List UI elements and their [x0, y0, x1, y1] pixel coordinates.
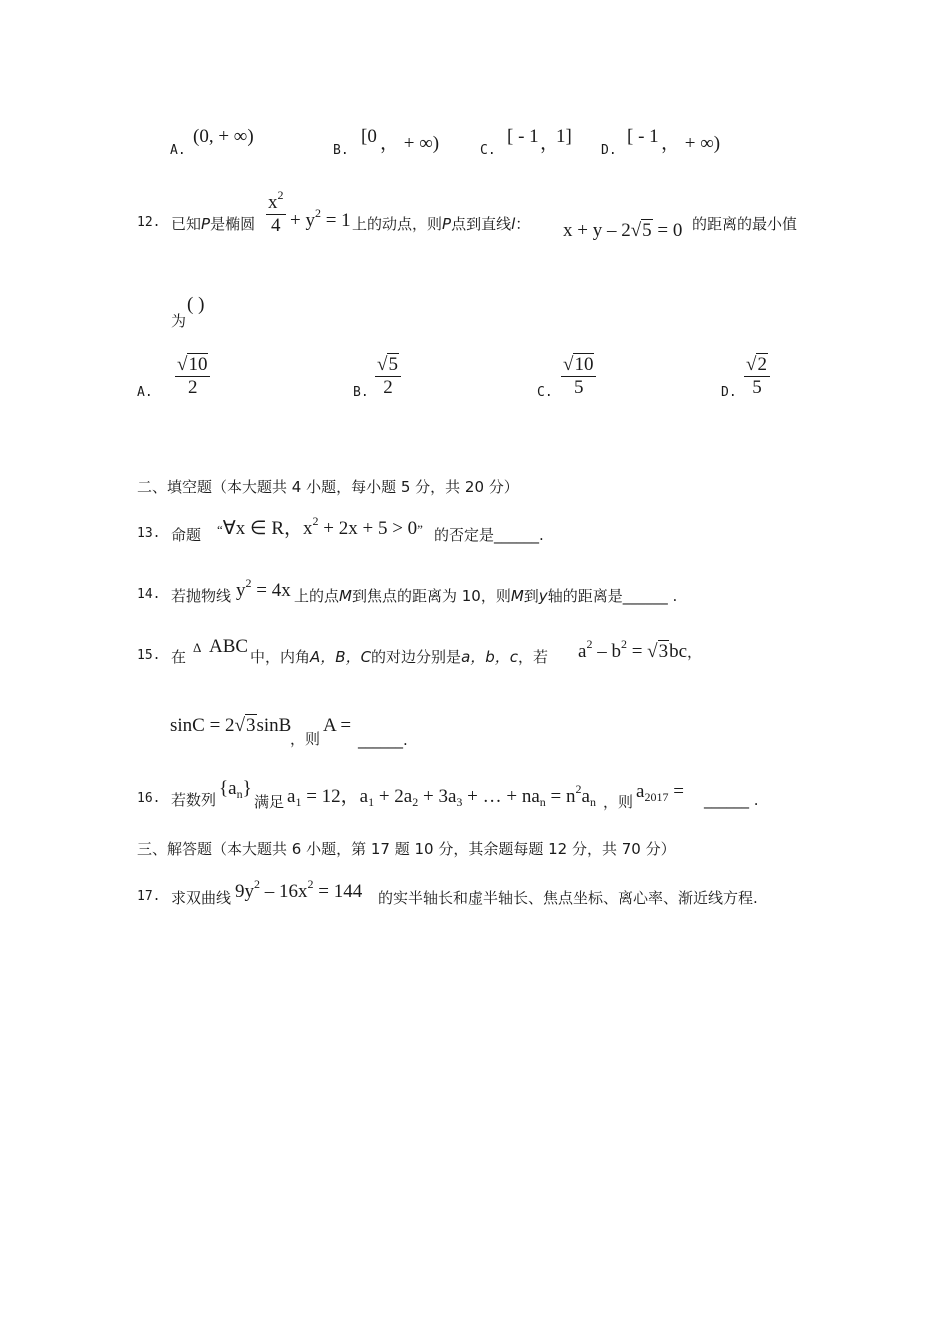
q16-sum-sub-1: 1 — [368, 795, 375, 809]
q14-end: . — [672, 587, 678, 605]
q15-text-1: 在 — [171, 648, 187, 666]
q17-hyperbola — [235, 877, 362, 903]
q16-math-sum-6: a — [581, 786, 590, 807]
q12-stem-line1 — [171, 213, 255, 234]
q14-math-y: y — [236, 580, 246, 601]
q16-sum-sub-3: 3 — [456, 795, 463, 809]
q15-vars-lower: a，b，c — [461, 648, 519, 666]
q15-text-3: 的对边分别是 — [371, 648, 462, 666]
q12-option-a-num: 10 — [188, 354, 208, 375]
q15-line2-math-3: A = — [323, 715, 352, 736]
q15-math-a: a — [578, 641, 587, 662]
section-2-heading: 二、填空题（本大题共 4 小题，每小题 5 分，共 20 分） — [137, 478, 519, 496]
q12-text-5: ： — [515, 215, 531, 233]
q15-comma: ， — [687, 643, 703, 661]
q12-ellipse-fraction — [266, 188, 286, 237]
q15-line2-math-2: sinB — [256, 715, 292, 736]
q16-seq: {a — [219, 778, 237, 799]
q14-var-m: M — [339, 587, 352, 605]
q13-text-1: 命题 — [171, 526, 202, 544]
q14-tail — [294, 585, 677, 606]
q15-line2-math: sinC = 2√3sinB — [170, 715, 292, 736]
q11-option-d-rest: ， + ∞) — [661, 133, 721, 154]
q16-math-sum-5: = n — [545, 786, 576, 807]
q15-stem — [250, 646, 548, 667]
q15-condition: $a^2 - b^2 = √3bc$， — [578, 637, 703, 662]
q13-end: . — [539, 526, 544, 544]
q15-line2-text: ，则 — [290, 730, 321, 748]
q12-ellipse-plus-y: + y — [290, 210, 315, 231]
q13-text-2: 的否定是 — [434, 526, 495, 544]
q16-sequence — [219, 778, 252, 802]
q16-math-sum-4: + … + na — [462, 786, 540, 807]
q14-text-5: 轴的距离是 — [547, 587, 623, 605]
q17-number: 17. — [137, 889, 161, 904]
q16-sum-sub-2: 2 — [412, 795, 419, 809]
q14-math-exp: 2 — [245, 576, 252, 590]
q15-text-4: ，若 — [518, 648, 549, 666]
q15-math-minus: – b — [592, 641, 621, 662]
q12-text-1: 已知 — [171, 215, 202, 233]
q17-math-2: – 16x — [260, 881, 308, 902]
q16-math-sum-1: a — [359, 786, 369, 807]
q15-text-2: 中，内角 — [250, 648, 311, 666]
q16-math-a1: a — [287, 786, 296, 807]
q15-end: . — [403, 731, 408, 749]
q16-math-sum-3: + 3a — [418, 786, 457, 807]
q13-quote-close: ” — [417, 522, 423, 537]
q11-option-a-label: A. — [170, 143, 186, 158]
q15-answer-blank[interactable]: ______ — [358, 731, 403, 749]
q15-exp-1: 2 — [586, 637, 593, 651]
q11-option-c-open: [ - 1 — [507, 126, 539, 147]
q11-option-d-open: [ - 1 — [627, 126, 659, 147]
q12-frac-num: x — [268, 192, 278, 213]
q12-option-c-num: 10 — [574, 354, 594, 375]
q16-answer-line — [704, 791, 759, 809]
q16-seq-close: } — [242, 778, 252, 799]
q16-text-3: ，则 — [603, 793, 634, 811]
q12-frac-num-exp: 2 — [277, 188, 284, 202]
q12-option-a-label: A. — [137, 385, 153, 400]
q11-option-b-rest: ， + ∞) — [380, 133, 440, 154]
q16-recurrence — [287, 781, 596, 810]
q15-vars-abc: A，B，C — [310, 648, 372, 666]
q14-var-y: y — [538, 587, 548, 605]
q14-number: 14. — [137, 587, 161, 602]
q16-text-1: 若数列 — [171, 791, 217, 809]
q13-math-2: + 2x + 5 > 0 — [318, 518, 418, 539]
q16-sum-sub-n: n — [539, 795, 546, 809]
q17-exp-2: 2 — [307, 877, 314, 891]
q12-option-a-fraction: $\frac{√10}{2}$ — [175, 354, 210, 399]
q16-sum-exp: 2 — [575, 782, 582, 796]
q15-triangle: Δ — [193, 640, 202, 655]
q12-option-b-den: 2 — [383, 377, 393, 398]
q14-var-m2: M — [510, 587, 524, 605]
q13-statement — [217, 513, 423, 540]
q12-line-rad: 5 — [642, 220, 652, 241]
q16-math-a2017: a — [636, 781, 645, 802]
q16-seq-sub: n — [236, 787, 243, 801]
q12-option-b-label: B. — [353, 385, 369, 400]
q12-stem-mid — [352, 213, 530, 234]
q17-text-1: 求双曲线 — [171, 889, 232, 907]
q12-line-eq-2: = 0 — [652, 220, 683, 241]
q15-line2-math-1: sinC = 2 — [170, 715, 235, 736]
q16-math-eq1: = 12， — [301, 786, 360, 807]
q11-option-a-math: (0, + ∞) — [193, 126, 254, 147]
q16-math-eq2: = — [668, 781, 684, 802]
q12-ellipse-exp: 2 — [314, 206, 321, 220]
q14-answer-blank[interactable]: ______ — [622, 587, 668, 605]
q15-line2-rad: 3 — [246, 715, 256, 736]
q14-text-2: 上的点 — [294, 587, 340, 605]
q12-text-4: 点到直线 — [451, 215, 512, 233]
q16-number: 16. — [137, 791, 161, 806]
q11-option-c-end: 1] — [556, 126, 572, 147]
q12-line2-text: 为 — [171, 312, 187, 330]
q12-option-d-label: D. — [721, 385, 737, 400]
q12-frac-den: 4 — [271, 215, 281, 236]
q12-text-6: 的距离的最小值 — [692, 215, 798, 233]
q14-math-rest: = 4x — [251, 580, 291, 601]
q13-quote-open: “ — [217, 522, 223, 537]
q12-text-2: 是椭圆 — [210, 215, 256, 233]
q11-option-c-label: C. — [480, 143, 496, 158]
q16-sub-2017: 2017 — [644, 790, 669, 804]
q12-line-eq-1: x + y – 2 — [563, 220, 631, 241]
q11-option-c-comma: ， — [540, 133, 560, 154]
q12-option-c-fraction: $\frac{√10}{5}$ — [561, 354, 596, 399]
q16-sum-sub-n2: n — [589, 795, 596, 809]
q12-var-l: l — [511, 215, 516, 233]
q12-option-b-num: 5 — [388, 354, 398, 375]
q12-option-b-fraction: $\frac{√5}{2}$ — [375, 354, 401, 399]
q15-math-eq: = — [626, 641, 648, 662]
q16-end: . — [753, 791, 759, 809]
q12-var-p2: P — [442, 215, 452, 233]
q17-math-1: 9y — [235, 881, 254, 902]
q12-number: 12. — [137, 215, 161, 230]
q12-var-p: P — [201, 215, 211, 233]
q12-ellipse-rest — [290, 206, 351, 232]
q12-option-c-den: 5 — [573, 377, 584, 398]
q16-sub-1: 1 — [295, 795, 302, 809]
q15-exp-2: 2 — [620, 637, 627, 651]
q16-math-sum-2: + 2a — [374, 786, 413, 807]
q15-number: 15. — [137, 648, 161, 663]
q15-answer-line — [358, 731, 408, 749]
q13-number: 13. — [137, 526, 161, 541]
q11-option-d-label: D. — [601, 143, 617, 158]
q16-text-2: 满足 — [254, 793, 285, 811]
q17-text-2: 的实半轴长和虚半轴长、焦点坐标、离心率、渐近线方程. — [378, 889, 758, 907]
q12-option-a-den: 2 — [187, 377, 198, 398]
q14-text-1: 若抛物线 — [171, 587, 232, 605]
q13-math-1: ∀x ∈ R，x — [222, 518, 313, 539]
q15-abc: ABC — [209, 636, 249, 657]
q16-answer-blank[interactable]: ______ — [704, 791, 749, 809]
q12-option-d-fraction: $\frac{√2}{5}$ — [744, 354, 770, 399]
q12-line-equation: x + y – 2√5 = 0 — [563, 220, 683, 241]
q14-text-4: 到 — [523, 587, 539, 605]
q16-target — [636, 781, 684, 805]
q13-answer-blank[interactable]: ______ — [494, 526, 540, 544]
q11-option-b-open: [0 — [361, 126, 377, 147]
q12-text-3: 上的动点，则 — [352, 215, 443, 233]
q15-rad-1: 3 — [658, 641, 669, 662]
q14-text-3: 到焦点的距离为 10，则 — [351, 587, 511, 605]
q17-math-3: = 144 — [313, 881, 363, 902]
q12-option-d-num: 2 — [757, 354, 767, 375]
q15-math-bc: bc — [669, 641, 688, 662]
q12-option-c-label: C. — [537, 385, 553, 400]
q12-option-d-den: 5 — [752, 377, 762, 398]
q14-parabola — [236, 576, 291, 602]
q13-math-exp: 2 — [312, 514, 319, 528]
q17-exp-1: 2 — [254, 877, 260, 891]
q12-ellipse-eq: = 1 — [320, 210, 351, 231]
q13-tail — [434, 524, 544, 545]
q12-answer-paren: ( ) — [187, 294, 205, 315]
section-3-heading: 三、解答题（本大题共 6 小题，第 17 题 10 分，其余题每题 12 分，共 70 分） — [137, 840, 676, 858]
q11-option-b-label: B. — [333, 143, 349, 158]
